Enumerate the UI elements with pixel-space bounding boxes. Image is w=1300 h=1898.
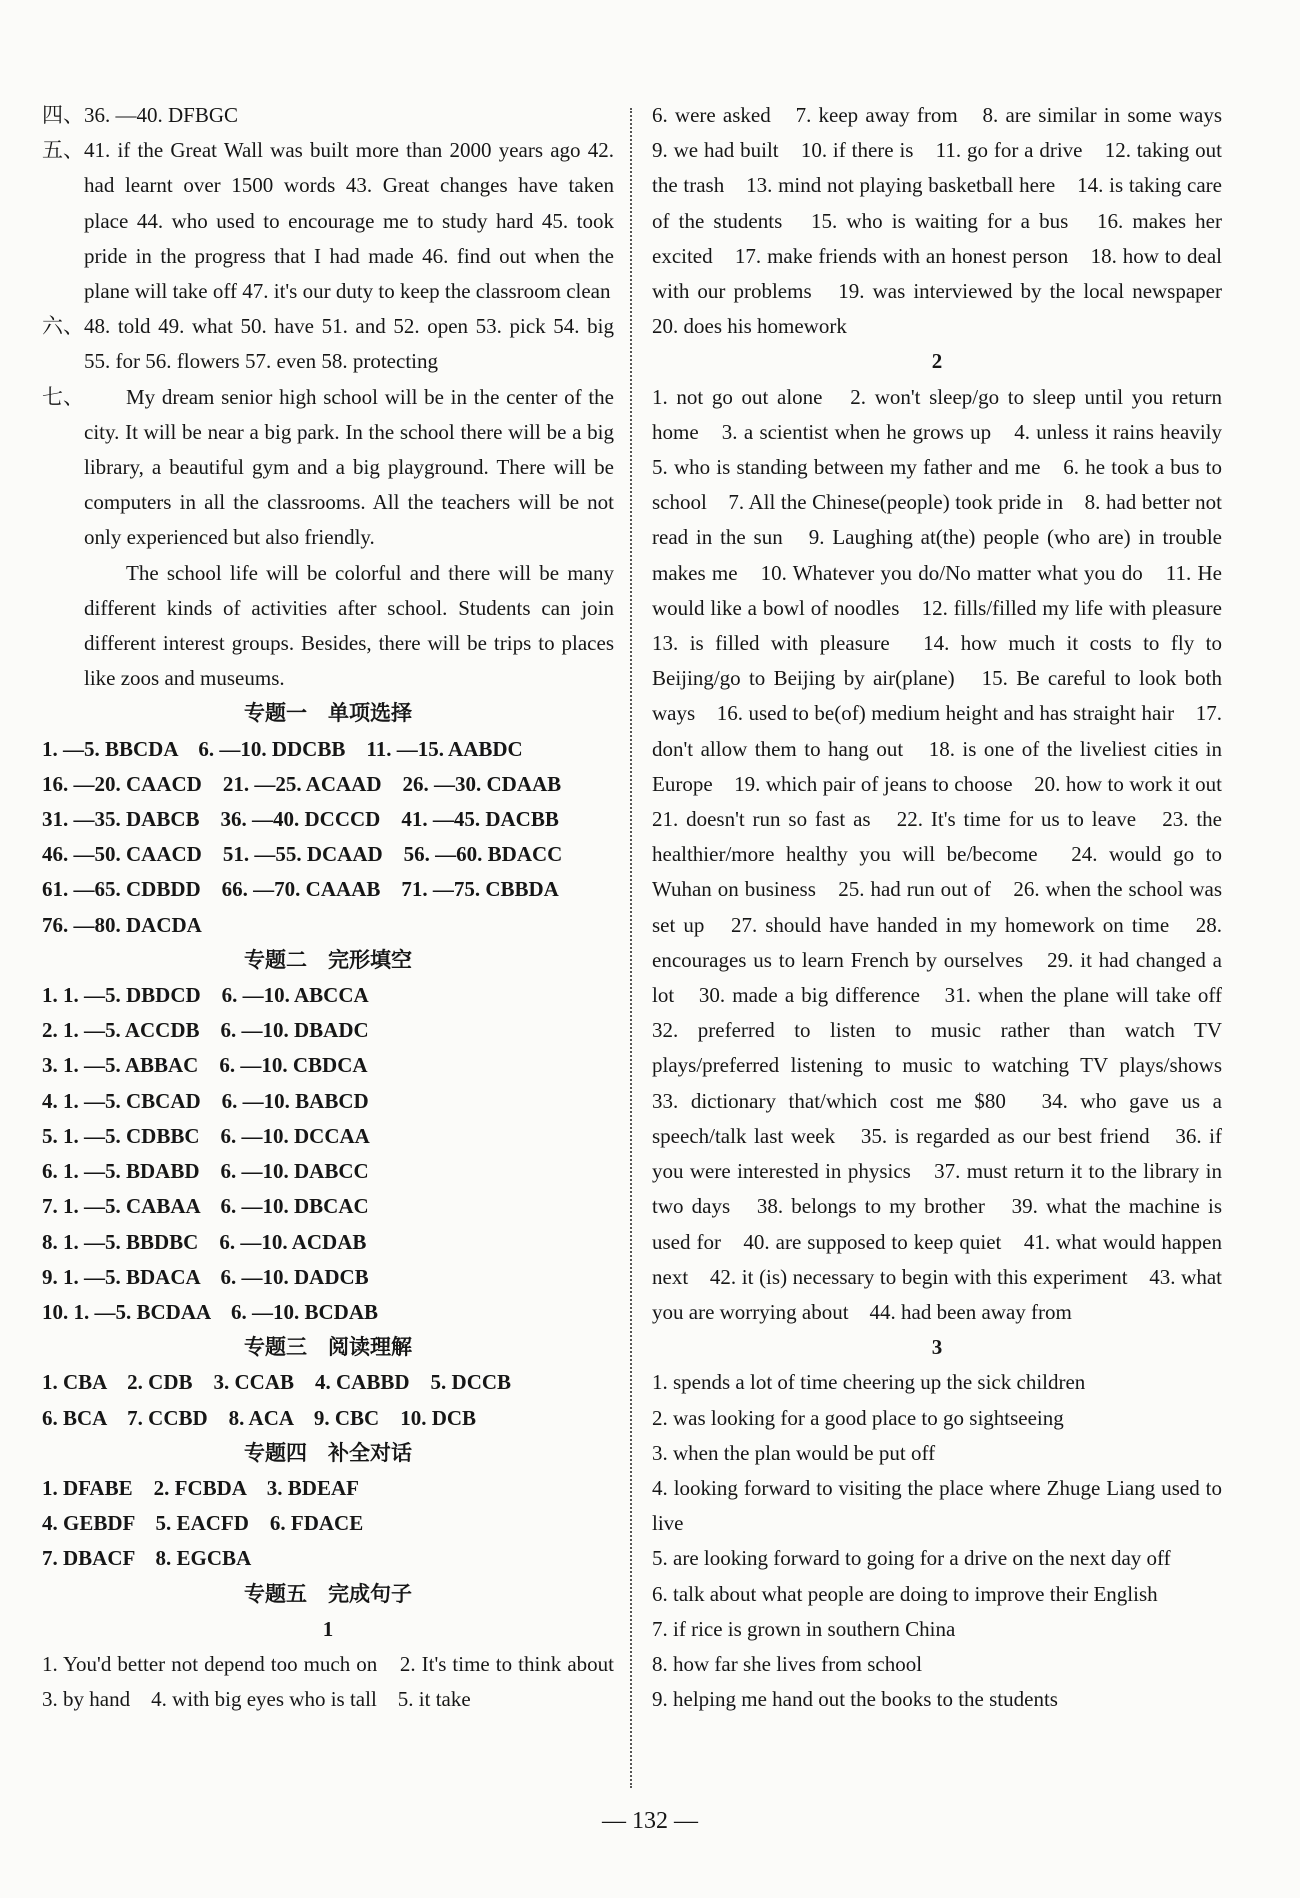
- section-5-answers: 41. if the Great Wall was built more than 2000 years ago 42. had learnt over 1500 words 43. Great changes have taken place 44. who used to encourage me to study hard 45. took pride in the progress that I had made 46. find out when the plane will take off 47. it's our duty to keep the classroom clean: [84, 138, 614, 304]
- answer-line: 61. —65. CDBDD 66. —70. CAAAB 71. —75. CBBDA: [42, 877, 559, 902]
- topic-4-title: 专题四 补全对话: [244, 1440, 412, 1465]
- answer-line: 1. DFABE 2. FCBDA 3. BDEAF: [42, 1475, 359, 1500]
- answer-line: 46. —50. CAACD 51. —55. DCAAD 56. —60. BDACC: [42, 842, 563, 867]
- answer-line: 1. 1. —5. DBDCD 6. —10. ABCCA: [42, 983, 369, 1008]
- topic-5-subheading-2: 2: [931, 349, 943, 374]
- section-7-label: 七、: [42, 384, 84, 409]
- answer-line: 2. 1. —5. ACCDB 6. —10. DBADC: [42, 1018, 369, 1043]
- topic-2-answers: [42, 978, 614, 1330]
- topic-3-title: 专题三 阅读理解: [244, 1335, 412, 1360]
- answer-line: 76. —80. DACDA: [42, 912, 202, 937]
- section-5-label: 五、: [42, 138, 84, 163]
- answer-line: 2. was looking for a good place to go sightseeing: [652, 1405, 1064, 1430]
- answer-line: 9. 1. —5. BDACA 6. —10. DADCB: [42, 1264, 369, 1289]
- answer-line: 8. 1. —5. BBDBC 6. —10. ACDAB: [42, 1229, 367, 1254]
- right-column: [652, 98, 1243, 1717]
- topic-4-answers: [42, 1471, 614, 1577]
- topic-5-part-1-continued: 6. were asked 7. keep away from 8. are similar in some ways 9. we had built 10. if there is 11. go for a drive 12. taking out the trash 13. mind not playing basketball here 14. is taking care of the students 15. who is waiting for a bus 16. makes her excited 17. make friends with an honest person 18. how to deal with our problems 19. was interviewed by the local newspaper 20. does his homework: [652, 103, 1243, 339]
- answer-line: 5. 1. —5. CDBBC 6. —10. DCCAA: [42, 1123, 370, 1148]
- topic-5-part-2-answers: 1. not go out alone 2. won't sleep/go to sleep until you return home 3. a scientist when he grows up 4. unless it rains heavily 5. who is standing between my father and me 6. he took a bus to school 7. All the Chinese(people) took pride in 8. had better not read in the sun 9. Laughing at(the) people (who are) in trouble makes me 10. Whatever you do/No matter what you do 11. He would like a bowl of noodles 12. fills/filled my life with pleasure 13. is filled with pleasure 14. how much it costs to fly to Beijing/go to Beijing by air(plane) 15. Be careful to look both ways 16. used to be(of) medium height and has straight hair 17. don't allow them to hang out 18. is one of the liveliest cities in Europe 19. which pair of jeans to choose 20. how to work it out 21. doesn't run so fast as 22. It's time for us to leave 23. the healthier/more healthy you will be/become 24. would go to Wuhan on business 25. had run out of 26. when the school was set up 27. should have handed in my homework on time 28. encourages us to learn French by ourselves 29. it had changed a lot 30. made a big difference 31. when the plane will take off 32. preferred to listen to music rather than watch TV plays/preferred listening to music to watching TV plays/shows 33. dictionary that/which cost me $80 34. who gave us a speech/talk last week 35. is regarded as our best friend 36. if you were interested in physics 37. must return it to the library in two days 38. belongs to my brother 39. what the machine is used for 40. are supposed to keep quiet 41. what would happen next 42. it (is) necessary to begin with this experiment 43. what you are worrying about 44. had been away from: [652, 384, 1243, 1324]
- topic-5-subheading-3: 3: [931, 1335, 943, 1360]
- answer-line: 3. when the plan would be put off: [652, 1440, 936, 1465]
- left-column: [42, 98, 635, 1717]
- answer-line: 31. —35. DABCB 36. —40. DCCCD 41. —45. DACBB: [42, 807, 559, 832]
- section-6-answers: 48. told 49. what 50. have 51. and 52. open 53. pick 54. big 55. for 56. flowers 57. even 58. protecting: [84, 314, 614, 374]
- answer-line: 3. 1. —5. ABBAC 6. —10. CBDCA: [42, 1053, 368, 1078]
- answer-line: 6. 1. —5. BDABD 6. —10. DABCC: [42, 1159, 369, 1184]
- answer-line: 7. if rice is grown in southern China: [652, 1616, 956, 1641]
- answer-line: 4. 1. —5. CBCAD 6. —10. BABCD: [42, 1088, 369, 1113]
- answer-line: 1. spends a lot of time cheering up the sick children: [652, 1370, 1086, 1395]
- answer-line: 1. CBA 2. CDB 3. CCAB 4. CABBD 5. DCCB: [42, 1370, 512, 1395]
- section-4-answers: 四、36. —40. DFBGC: [42, 103, 239, 127]
- sample-essay: [84, 380, 614, 697]
- answer-line: 16. —20. CAACD 21. —25. ACAAD 26. —30. CDAAB: [42, 771, 562, 796]
- page-number: — 132 —: [602, 1808, 698, 1834]
- answer-line: 9. helping me hand out the books to the students: [652, 1687, 1058, 1712]
- section-5: [42, 133, 614, 309]
- topic-3-answers: [42, 1365, 614, 1435]
- essay-paragraph-2: The school life will be colorful and there will be many different kinds of activities after school. Students can join different interest groups. Besides, there will be trips to places like zoos and museums.: [84, 560, 614, 691]
- column-divider: [630, 108, 632, 1788]
- answer-line: 7. 1. —5. CABAA 6. —10. DBCAC: [42, 1194, 369, 1219]
- answer-line: 5. are looking forward to going for a drive on the next day off: [652, 1546, 1171, 1571]
- answer-line: 4. looking forward to visiting the place where Zhuge Liang used to live: [652, 1475, 1222, 1536]
- answer-line: 4. GEBDF 5. EACFD 6. FDACE: [42, 1511, 364, 1536]
- topic-5-part-3-answers: [652, 1365, 1222, 1717]
- topic-5-subheading-1: 1: [322, 1616, 334, 1641]
- answer-line: 8. how far she lives from school: [652, 1651, 923, 1676]
- answer-line: 7. DBACF 8. EGCBA: [42, 1546, 252, 1571]
- answer-line: 6. talk about what people are doing to improve their English: [652, 1581, 1158, 1606]
- topic-1-answers: [42, 732, 614, 943]
- section-6-label: 六、: [42, 314, 84, 339]
- section-7: [42, 380, 614, 697]
- answer-line: 10. 1. —5. BCDAA 6. —10. BCDAB: [42, 1299, 379, 1324]
- section-6: [42, 309, 614, 379]
- topic-2-title: 专题二 完形填空: [244, 947, 412, 972]
- answer-line: 6. BCA 7. CCBD 8. ACA 9. CBC 10. DCB: [42, 1405, 477, 1430]
- topic-1-title: 专题一 单项选择: [244, 701, 412, 726]
- topic-5-title: 专题五 完成句子: [244, 1581, 412, 1606]
- topic-5-part-1-answers: 1. You'd better not depend too much on 2. It's time to think about 3. by hand 4. with big eyes who is tall 5. it take: [42, 1651, 635, 1712]
- essay-paragraph-1: My dream senior high school will be in the center of the city. It will be near a big park. In the school there will be a big library, a beautiful gym and a big playground. There will be computers in all the classrooms. All the teachers will be not only experienced but also friendly.: [84, 384, 614, 550]
- answer-line: 1. —5. BBCDA 6. —10. DDCBB 11. —15. AABDC: [42, 736, 523, 761]
